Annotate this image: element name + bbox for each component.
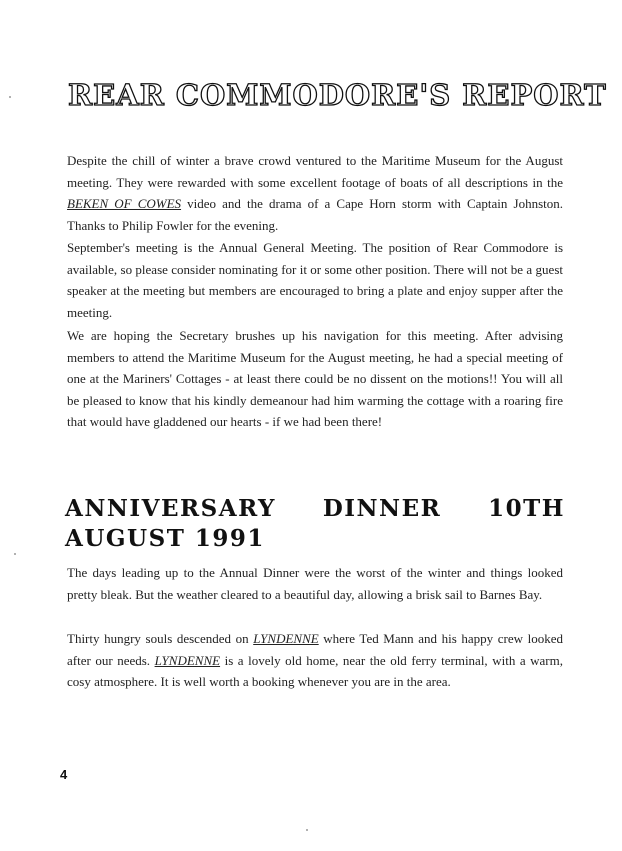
heading-word: 10TH <box>488 495 565 522</box>
venue-name: LYNDENNE <box>154 652 221 668</box>
paragraph-days-leading-up: The days leading up to the Annual Dinner were the worst of the winter and things looked pretty bleak. But the weather cleared to a beautiful day, allowing a brisk sail to Barnes Bay. <box>67 565 563 602</box>
scan-speck <box>9 96 11 98</box>
paragraph-secretary: We are hoping the Secretary brushes up his navigation for this meeting. After advising members to attend the Maritime Museum for the August meeting, he had a special meeting of one at the Mariners' Cottages - at least there could be no dissent on the motions!! You will all be pleased to know that his kindly demeanour had him warming the cottage with a roaring fire that would have gladdened our hearts - if we had been there! <box>67 328 563 429</box>
rear-commodores-report-heading: REAR COMMODORE'S REPORT <box>68 78 607 112</box>
heading-line-1 <box>65 494 565 524</box>
video-title: BEKEN OF COWES <box>67 196 182 211</box>
heading-word: ANNIVERSARY <box>65 495 276 522</box>
paragraph-august-meeting <box>67 150 563 236</box>
heading-line-2: AUGUST 1991 <box>65 525 265 552</box>
paragraph-text: where Ted Mann and his happy crew looked after our needs. <box>67 631 563 668</box>
scan-speck <box>306 829 308 831</box>
heading-word: DINNER <box>322 495 442 522</box>
paragraph-text: video and the drama of a Cape Horn storm with Captain Johnston. Thanks to Philip Fowler for the evening. <box>67 196 563 233</box>
scan-speck <box>14 553 16 555</box>
paragraph-text: Despite the chill of winter a brave crowd ventured to the Maritime Museum for the August meeting. They were rewarded with some excellent footage of boats of all descriptions in the <box>67 153 563 190</box>
paragraph-agm: September's meeting is the Annual General Meeting. The position of Rear Commodore is available, so please consider nominating for it or some other position. There will not be a guest speaker at the meeting but members are encouraged to bring a plate and enjoy supper after the meeting. <box>67 240 563 320</box>
venue-name: LYNDENNE <box>253 631 319 646</box>
page-number: 4 <box>60 767 68 782</box>
anniversary-dinner-heading <box>65 494 565 554</box>
paragraph-text: Thirty hungry souls descended on <box>67 631 254 646</box>
paragraph-text: is a lovely old home, near the old ferry terminal, with a warm, cosy atmosphere. It is well worth a booking whenever you are in the area. <box>67 652 563 689</box>
paragraph-lyndenne <box>67 628 563 693</box>
